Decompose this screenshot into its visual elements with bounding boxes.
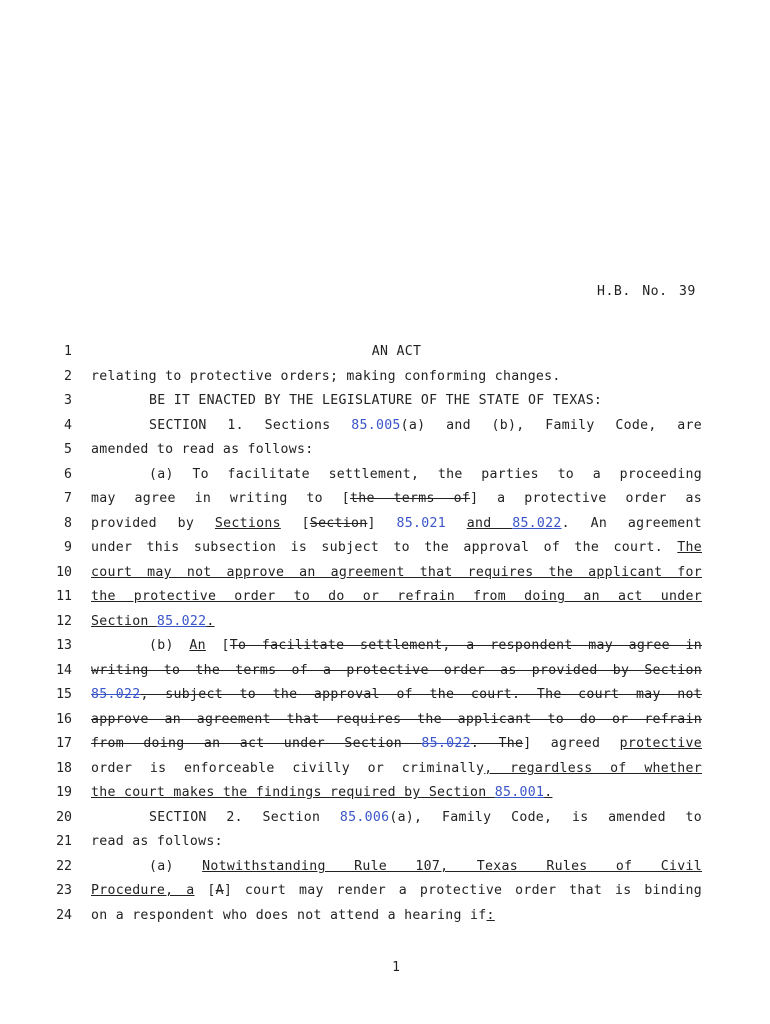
- section-text: [91, 614, 702, 629]
- line-number: 20: [56, 810, 72, 825]
- text-run: provided by: [91, 516, 215, 531]
- line-12: [0, 614, 770, 638]
- section-text: [91, 859, 702, 874]
- line-number: 12: [56, 614, 72, 629]
- statute-link[interactable]: 85.022: [421, 736, 471, 751]
- section-text: [91, 810, 702, 825]
- text-run: SECTION 2. Section: [149, 810, 340, 825]
- section-text: [91, 540, 702, 555]
- line-20: [0, 810, 770, 834]
- line-11: [0, 589, 770, 613]
- struck-text: Section: [309, 516, 368, 531]
- line-number: 1: [64, 344, 72, 359]
- added-text: Procedure, a: [91, 883, 195, 898]
- statute-link[interactable]: 85.022: [156, 614, 207, 629]
- line-number: 7: [64, 491, 72, 506]
- statute-link[interactable]: 85.022: [91, 687, 141, 702]
- line-number: 2: [64, 369, 72, 384]
- text-run: under this subsection is subject to the approval of the court.: [91, 540, 678, 555]
- struck-text: approve an agreement that requires the applicant to do or refrain: [91, 712, 702, 727]
- line-21: [0, 834, 770, 858]
- section-text: [91, 883, 702, 898]
- line-number: 17: [56, 736, 72, 751]
- added-text: the court makes the findings required by Section: [91, 785, 495, 800]
- text-run: (a): [149, 859, 203, 874]
- line-number: 10: [56, 565, 72, 580]
- statute-link[interactable]: 85.006: [339, 810, 390, 825]
- line-number: 9: [64, 540, 72, 555]
- line-10: [0, 565, 770, 589]
- text-run: [446, 516, 467, 531]
- line-number: 3: [64, 393, 72, 408]
- line-number: 5: [64, 442, 72, 457]
- line-number: 14: [56, 663, 72, 678]
- line-number: 6: [64, 467, 72, 482]
- statute-link[interactable]: 85.001: [494, 785, 545, 800]
- added-text: and: [466, 516, 513, 531]
- section-text: read as follows:: [91, 834, 223, 849]
- text-run: may agree in writing to [: [91, 491, 350, 506]
- line-14: [0, 663, 770, 687]
- text-run: ]: [367, 516, 397, 531]
- line-16: [0, 712, 770, 736]
- text-run: SECTION 1. Sections: [149, 418, 352, 433]
- added-text: .: [544, 785, 553, 800]
- line-6: [0, 467, 770, 491]
- section-text: (a) To facilitate settlement, the parties to a proceeding: [149, 467, 702, 482]
- added-text: protective: [619, 736, 702, 751]
- text-run: [: [194, 883, 216, 898]
- text-run: (b): [149, 638, 190, 653]
- bill-number: H.B. No. 39: [597, 284, 696, 299]
- struck-text: A: [215, 883, 224, 898]
- text-run: ] agreed: [523, 736, 620, 751]
- line-2: [0, 369, 770, 393]
- added-text: court may not approve an agreement that requires the applicant for: [91, 565, 702, 580]
- text-run: ] court may render a protective order that is binding: [223, 883, 702, 898]
- section-text: [91, 638, 702, 653]
- statute-link[interactable]: 85.022: [512, 516, 562, 531]
- struck-text: , subject to the approval of the court. The court may not: [140, 687, 702, 702]
- line-number: 18: [56, 761, 72, 776]
- added-text: , regardless of whether: [484, 761, 702, 776]
- caption-text: relating to protective orders; making conforming changes.: [91, 369, 561, 384]
- section-text: [91, 663, 702, 678]
- line-number: 13: [56, 638, 72, 653]
- section-text: [91, 687, 702, 702]
- line-number: 4: [64, 418, 72, 433]
- statute-link[interactable]: 85.005: [351, 418, 401, 433]
- line-number: 24: [56, 908, 72, 923]
- text-run: (a) and (b), Family Code, are: [400, 418, 703, 433]
- line-3: [0, 393, 770, 417]
- line-number: 19: [56, 785, 72, 800]
- added-text: Section: [91, 614, 157, 629]
- line-19: [0, 785, 770, 809]
- page-number: 1: [392, 960, 400, 975]
- added-text: :: [486, 908, 495, 923]
- line-1: [0, 344, 770, 368]
- line-8: [0, 516, 770, 540]
- struck-text: writing to the terms of a protective order as provided by Section: [91, 663, 702, 678]
- section-text: [91, 516, 702, 531]
- text-run: (a), Family Code, is amended to: [389, 810, 702, 825]
- line-number: 21: [56, 834, 72, 849]
- struck-text: the terms of: [350, 491, 471, 506]
- added-text: The: [677, 540, 702, 555]
- text-run: . An agreement: [561, 516, 703, 531]
- added-text: .: [206, 614, 215, 629]
- line-number: 23: [56, 883, 72, 898]
- text-run: ] a protective order as: [470, 491, 702, 506]
- line-15: [0, 687, 770, 711]
- line-number: 11: [56, 589, 72, 604]
- section-text: amended to read as follows:: [91, 442, 314, 457]
- line-number: 16: [56, 712, 72, 727]
- line-18: [0, 761, 770, 785]
- section-text: [91, 908, 702, 923]
- added-text: An: [189, 638, 206, 653]
- section-text: [91, 418, 702, 433]
- section-text: [91, 712, 702, 727]
- section-text: [91, 785, 702, 800]
- enacting-clause: BE IT ENACTED BY THE LEGISLATURE OF THE STATE OF TEXAS:: [149, 393, 603, 408]
- line-23: [0, 883, 770, 907]
- line-number: 8: [64, 516, 72, 531]
- struck-text: To facilitate settlement, a respondent may agree in: [229, 638, 702, 653]
- text-run: [: [280, 516, 310, 531]
- text-run: [: [205, 638, 230, 653]
- struck-text: . The: [470, 736, 524, 751]
- line-number: 15: [56, 687, 72, 702]
- section-text: [91, 761, 702, 776]
- section-text: [91, 589, 702, 604]
- added-text: the protective order to do or refrain from doing an act under: [91, 589, 702, 604]
- struck-text: from doing an act under Section: [91, 736, 422, 751]
- line-13: [0, 638, 770, 662]
- act-heading: AN ACT: [371, 344, 422, 359]
- line-24: [0, 908, 770, 932]
- line-22: [0, 859, 770, 883]
- section-text: [91, 736, 702, 751]
- line-9: [0, 540, 770, 564]
- line-17: [0, 736, 770, 760]
- section-text: [91, 491, 702, 506]
- section-text: [91, 565, 702, 580]
- statute-link[interactable]: 85.021: [396, 516, 446, 531]
- line-number: 22: [56, 859, 72, 874]
- added-text: Notwithstanding Rule 107, Texas Rules of Civil: [202, 859, 702, 874]
- text-run: on a respondent who does not attend a hearing if: [91, 908, 487, 923]
- line-4: [0, 418, 770, 442]
- added-text: Sections: [214, 516, 281, 531]
- line-5: [0, 442, 770, 466]
- text-run: order is enforceable civilly or criminally: [91, 761, 485, 776]
- line-7: [0, 491, 770, 515]
